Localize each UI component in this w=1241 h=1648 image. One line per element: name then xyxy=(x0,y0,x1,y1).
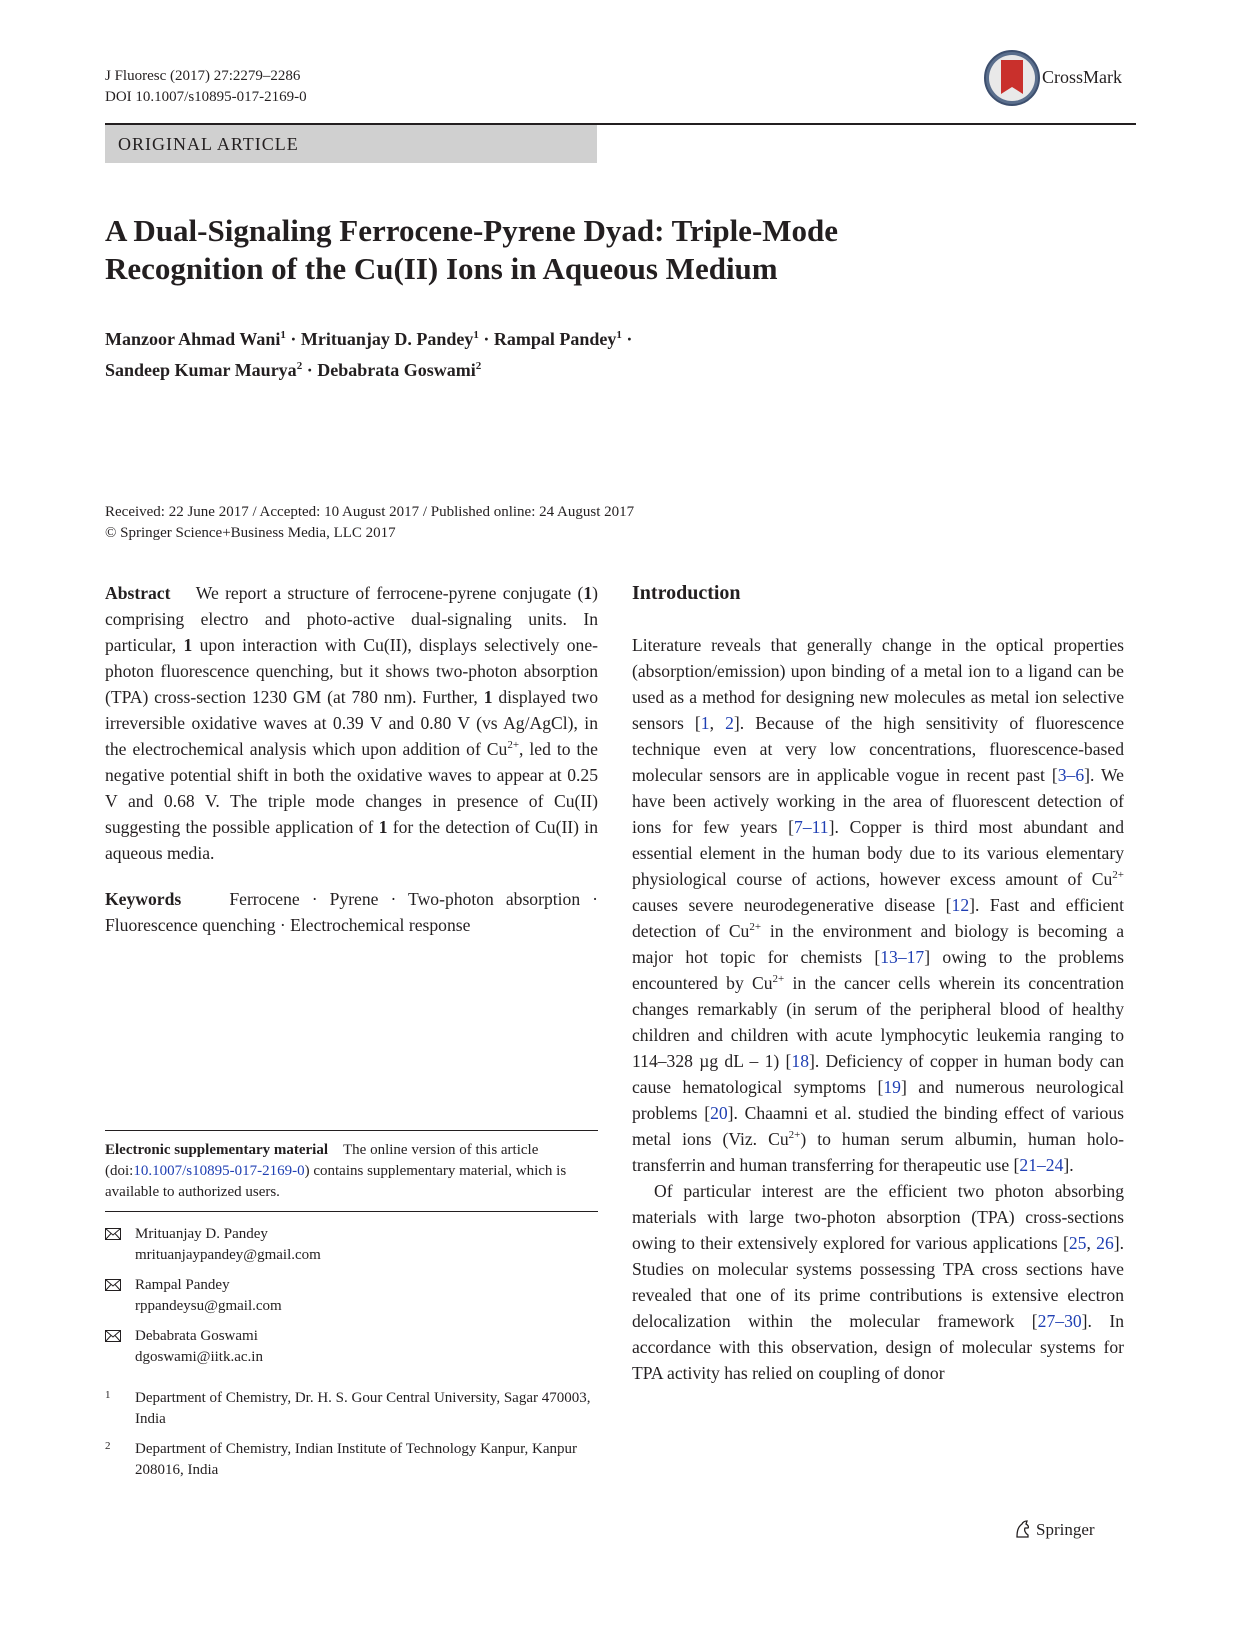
supplementary-doi-link[interactable]: 10.1007/s10895-017-2169-0 xyxy=(133,1163,305,1179)
contact-email[interactable]: rppandeysu@gmail.com xyxy=(135,1298,282,1314)
publisher-name: Springer xyxy=(1036,1520,1095,1539)
intro-text: , xyxy=(709,713,726,733)
corresponding-author xyxy=(105,1224,598,1266)
intro-text: ]. We have been actively working in the area of fluorescent detection of ions for few years [ xyxy=(632,765,1124,837)
contact-name: Rampal Pandey xyxy=(135,1277,230,1293)
author-affiliation-mark: 1 xyxy=(616,329,622,341)
intro-text: , xyxy=(1086,1233,1097,1253)
intro-text: ]. Chaamni et al. studied the binding effect of various metal ions (Viz. Cu xyxy=(632,1103,1124,1149)
affiliation xyxy=(105,1439,598,1481)
author-name[interactable]: Mrituanjay D. Pandey xyxy=(300,329,474,349)
citation-link[interactable]: 18 xyxy=(791,1051,809,1071)
charge-superscript: 2+ xyxy=(749,921,762,934)
divider xyxy=(105,1130,598,1131)
envelope-icon xyxy=(105,1279,121,1291)
charge-superscript: 2+ xyxy=(788,1129,801,1142)
abstract-text: displayed two irreversible oxidative waves at 0.39 V and 0.80 V (vs Ag/AgCl), in the electrochemical analysis which upon addition of Cu xyxy=(105,687,598,759)
citation-link[interactable]: 13–17 xyxy=(880,947,925,967)
keywords-heading: Keywords xyxy=(105,889,182,909)
envelope-icon xyxy=(105,1228,121,1240)
intro-text: ]. Studies on molecular systems possessing TPA cross sections have revealed that one of its prime contributions is extensive electron delocalization within the molecular framework [ xyxy=(632,1233,1124,1331)
contact-name: Debabrata Goswami xyxy=(135,1328,258,1344)
affiliation xyxy=(105,1388,598,1430)
intro-text: ] owing to the problems encountered by Cu xyxy=(632,947,1124,993)
contact-name: Mrituanjay D. Pandey xyxy=(135,1226,268,1242)
citation-link[interactable]: 25 xyxy=(1068,1233,1087,1253)
citation-link[interactable]: 1 xyxy=(700,713,710,733)
citation-link[interactable]: 7–11 xyxy=(794,817,829,837)
affiliation-number: 1 xyxy=(105,1389,111,1401)
citation-link[interactable]: 20 xyxy=(710,1103,728,1123)
abstract-text: ) comprising electro and photo-active dual-signaling units. In particular, xyxy=(105,583,599,655)
contact-email[interactable]: dgoswami@iitk.ac.in xyxy=(135,1349,263,1365)
intro-text: ]. Because of the high sensitivity of fluorescence technique even at very low concentrations, fluorescence-based molecular sensors are in applicable vogue in recent past [ xyxy=(632,713,1125,785)
intro-text: ) to human serum albumin, human holo-transferrin and human transferring for therapeutic use [ xyxy=(632,1129,1124,1175)
compound-number: 1 xyxy=(378,817,388,837)
contact-email[interactable]: mrituanjaypandey@gmail.com xyxy=(135,1247,321,1263)
journal-header xyxy=(105,66,307,108)
affiliation-number: 2 xyxy=(105,1440,111,1452)
crossmark-badge[interactable] xyxy=(984,50,1136,108)
intro-text: ]. Deficiency of copper in human body can cause hematological symptoms [ xyxy=(632,1051,1124,1097)
intro-text: Of particular interest are the efficient two photon absorbing materials with large two-photon absorption (TPA) cross-sections owing to their extensively explored for various applications [ xyxy=(632,1181,1124,1253)
intro-text: ]. In accordance with this observation, design of molecular systems for TPA activity has relied on coupling of donor xyxy=(632,1311,1124,1383)
right-column xyxy=(632,580,1124,1386)
title-line-2: Recognition of the Cu(II) Ions in Aqueous Medium xyxy=(105,251,778,286)
charge-superscript: 2+ xyxy=(1112,869,1124,882)
title-line-1: A Dual-Signaling Ferrocene-Pyrene Dyad: Triple-Mode xyxy=(105,213,839,248)
intro-text: in the environment and biology is becoming a major hot topic for chemists [ xyxy=(632,921,1125,967)
keywords-text: Ferrocene · Pyrene · Two-photon absorption · Fluorescence quenching · Electrochemical response xyxy=(105,889,599,935)
citation-link[interactable]: 12 xyxy=(951,895,970,915)
left-column xyxy=(105,580,598,938)
citation-link[interactable]: 2 xyxy=(725,713,734,733)
corresponding-author xyxy=(105,1326,598,1368)
affiliation-text: Department of Chemistry, Indian Institute of Technology Kanpur, Kanpur 208016, India xyxy=(135,1441,577,1478)
supplementary-text: ) contains supplementary material, which is available to authorized users. xyxy=(105,1163,567,1200)
introduction-heading: Introduction xyxy=(632,582,741,604)
author-affiliation-mark: 2 xyxy=(475,360,482,372)
doi: DOI 10.1007/s10895-017-2169-0 xyxy=(105,89,307,105)
abstract-text: , led to the negative potential shift in both the oxidative waves to appear at 0.25 V and 0.68 V. The triple mode changes in presence of Cu(II) suggesting the possible application of xyxy=(105,739,598,837)
intro-text: ]. Copper is third most abundant and essential element in the human body due to its various elementary physiological course of actions, however excess amount of Cu xyxy=(632,817,1124,889)
divider xyxy=(105,1211,598,1212)
author-affiliation-mark: 1 xyxy=(473,329,479,341)
compound-number: 1 xyxy=(583,583,593,603)
abstract-text: We report a structure of ferrocene-pyrene conjugate ( xyxy=(195,583,584,603)
keywords xyxy=(105,886,598,938)
envelope-icon xyxy=(105,1330,121,1342)
intro-text: ] and numerous neurological problems [ xyxy=(632,1077,1124,1123)
abstract-heading: Abstract xyxy=(105,583,171,603)
citation-link[interactable]: 3–6 xyxy=(1057,765,1085,785)
intro-text: causes severe neurodegenerative disease [ xyxy=(632,895,952,915)
paper-title xyxy=(105,212,985,288)
author-list: Manzoor Ahmad Wani$^1$ · Mrituanjay D. Pandey$^1$ · Rampal Pandey$^1$ · Sandeep Kumar Maurya$^2$ · Debabrata Goswami$^2$ xyxy=(105,329,633,380)
author-affiliation-mark: 1 xyxy=(280,329,286,341)
compound-number: 1 xyxy=(483,687,493,707)
intro-paragraph-1 xyxy=(632,632,1124,1178)
intro-text: ]. Fast and efficient detection of Cu xyxy=(632,895,1124,941)
citation-link[interactable]: 27–30 xyxy=(1037,1311,1082,1331)
abstract xyxy=(105,580,598,866)
citation-link[interactable]: 21–24 xyxy=(1019,1155,1064,1175)
supplementary-heading: Electronic supplementary material xyxy=(105,1142,329,1158)
author-name[interactable]: Rampal Pandey xyxy=(493,329,617,349)
corresponding-author xyxy=(105,1275,598,1317)
intro-text: in the cancer cells wherein its concentration changes remarkably (in serum of the peripheral blood of healthy children and children with acute lymphocytic leukemia ranging to 114–328 µg dL – 1) [ xyxy=(632,973,1125,1071)
abstract-text: for the detection of Cu(II) in aqueous media. xyxy=(105,817,598,863)
copyright: © Springer Science+Business Media, LLC 2017 xyxy=(105,525,396,541)
citation-link[interactable]: 19 xyxy=(883,1077,901,1097)
charge-superscript: 2+ xyxy=(772,973,785,986)
author-affiliation-mark: 2 xyxy=(296,360,303,372)
article-type-banner: ORIGINAL ARTICLE xyxy=(105,125,597,163)
author-name[interactable]: Sandeep Kumar Maurya xyxy=(105,360,297,380)
supplementary-material xyxy=(105,1140,598,1203)
publication-dates xyxy=(105,502,805,544)
intro-text: ]. xyxy=(1063,1155,1074,1175)
charge-superscript: 2+ xyxy=(507,739,520,752)
citation-link[interactable]: 26 xyxy=(1096,1233,1114,1253)
crossmark-icon xyxy=(984,50,1040,106)
crossmark-label: CrossMark xyxy=(1042,67,1122,87)
author-name[interactable]: Manzoor Ahmad Wani xyxy=(105,329,281,349)
springer-horse-icon xyxy=(1014,1519,1032,1539)
compound-number: 1 xyxy=(183,635,193,655)
history-dates: Received: 22 June 2017 / Accepted: 10 August 2017 / Published online: 24 August 2017 xyxy=(105,504,635,520)
affiliation-text: Department of Chemistry, Dr. H. S. Gour Central University, Sagar 470003, India xyxy=(135,1390,591,1427)
intro-paragraph-2 xyxy=(632,1178,1124,1386)
journal-citation: J Fluoresc (2017) 27:2279–2286 xyxy=(105,68,301,84)
springer-logo xyxy=(1036,1520,1095,1540)
supplementary-text: The online version of this article (doi: xyxy=(105,1142,539,1179)
intro-text: Literature reveals that generally change in the optical properties (absorption/emission) upon binding of a metal ion to a ligand can be used as a method for designing new molecules as metal ion selective sensors [ xyxy=(632,635,1124,733)
abstract-text: upon interaction with Cu(II), displays selectively one-photon fluorescence quenching, but it shows two-photon absorption (TPA) cross-section 1230 GM (at 780 nm). Further, xyxy=(105,635,599,707)
author-name[interactable]: Debabrata Goswami xyxy=(317,360,476,380)
